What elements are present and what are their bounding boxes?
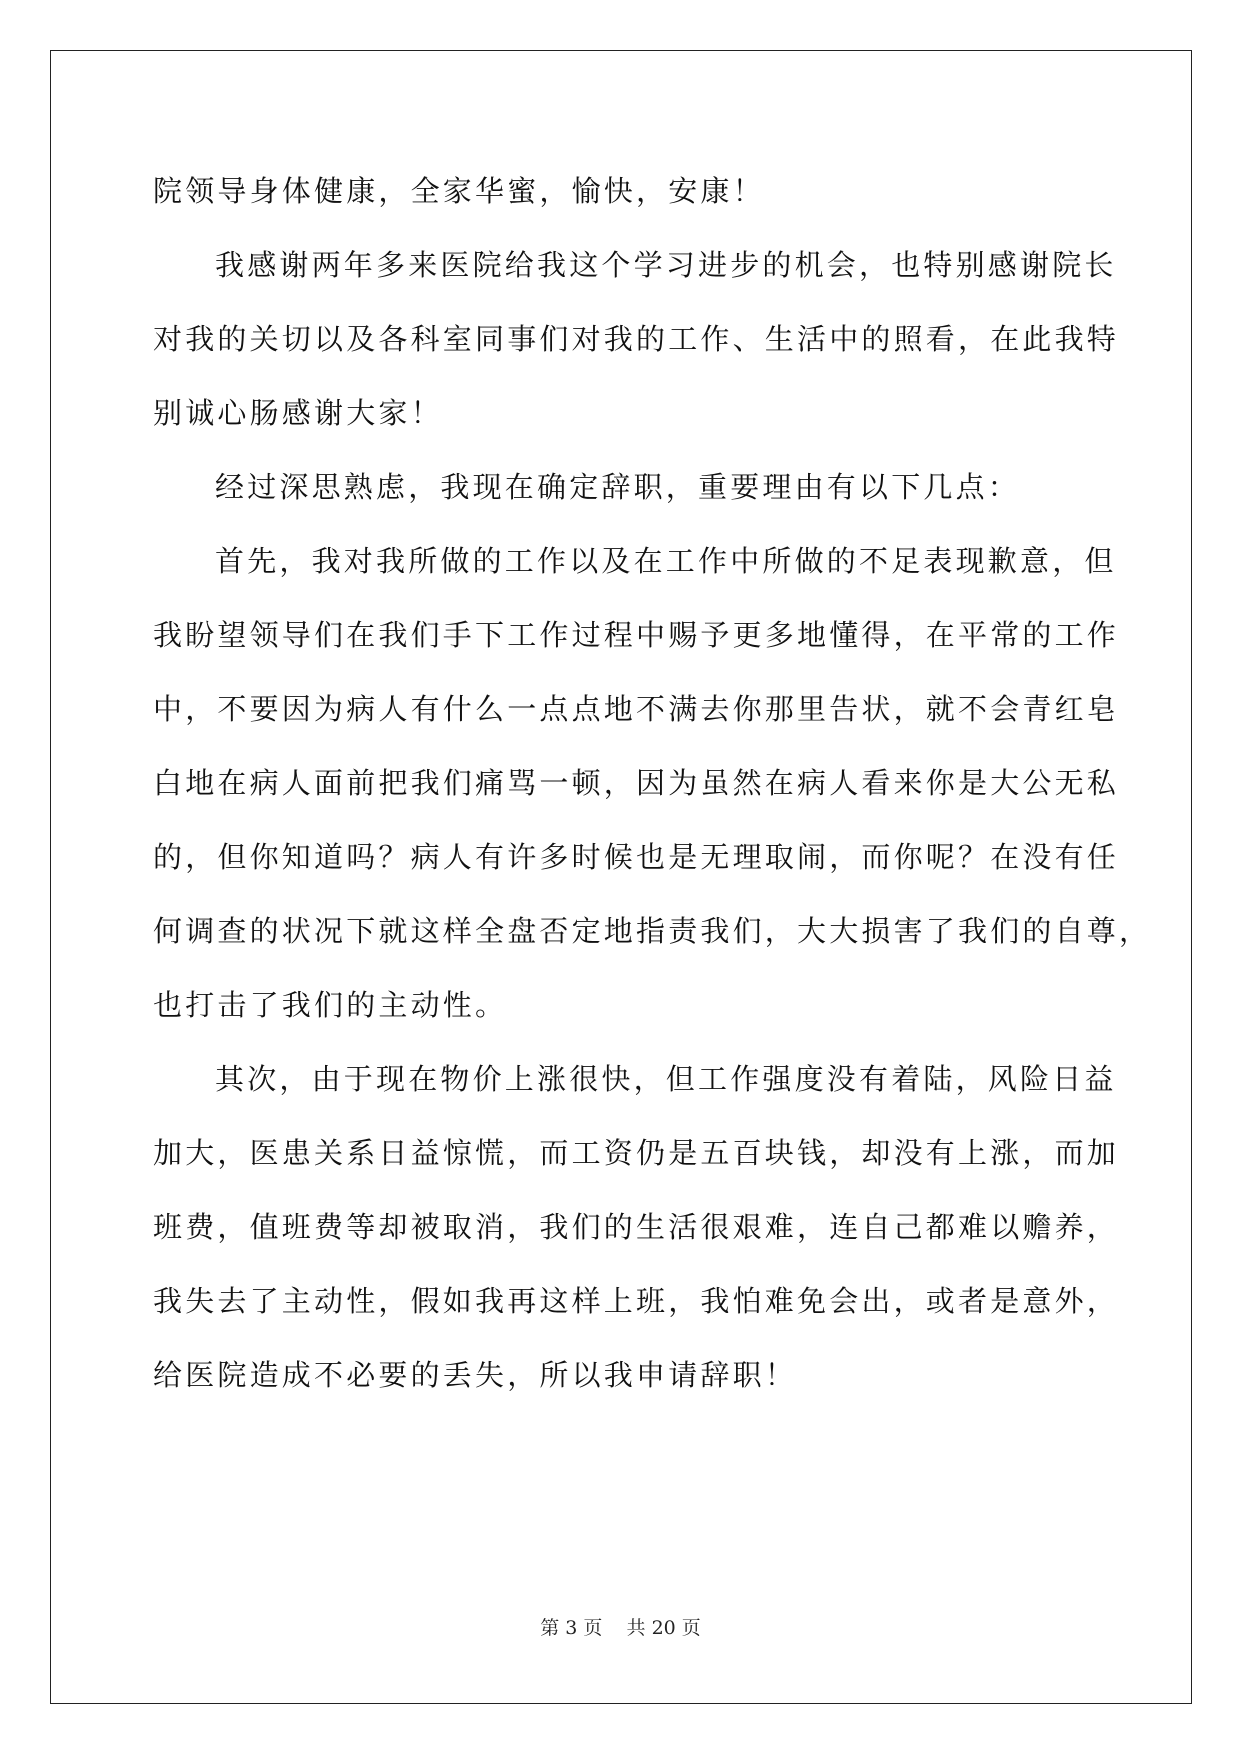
page-footer: 第 3 页 共 20 页 (540, 1617, 701, 1639)
text-line: 中，不要因为病人有什么一点点地不满去你那里告状，就不会青红皂 (153, 692, 1120, 726)
text-line: 经过深思熟虑，我现在确定辞职，重要理由有以下几点： (215, 470, 1021, 504)
text-line: 我失去了主动性，假如我再这样上班，我怕难免会出，或者是意外， (153, 1284, 1120, 1318)
text-line: 我盼望领导们在我们手下工作过程中赐予更多地懂得，在平常的工作 (153, 618, 1120, 652)
text-line: 的，但你知道吗？病人有许多时候也是无理取闹，而你呢？在没有任 (153, 840, 1120, 874)
text-line: 白地在病人面前把我们痛骂一顿，因为虽然在病人看来你是大公无私 (153, 766, 1120, 800)
text-line: 何调查的状况下就这样全盘否定地指责我们，大大损害了我们的自尊， (153, 914, 1152, 948)
text-line: 加大，医患关系日益惊慌，而工资仍是五百块钱，却没有上涨，而加 (153, 1136, 1120, 1170)
text-line: 我感谢两年多来医院给我这个学习进步的机会，也特别感谢院长 (215, 248, 1117, 282)
text-line: 班费，值班费等却被取消，我们的生活很艰难，连自己都难以赡养， (153, 1210, 1120, 1244)
text-line: 也打击了我们的主动性。 (153, 988, 508, 1022)
text-line: 首先，我对我所做的工作以及在工作中所做的不足表现歉意，但 (215, 544, 1117, 578)
text-line: 对我的关切以及各科室同事们对我的工作、生活中的照看，在此我特 (153, 322, 1120, 356)
text-line: 院领导身体健康，全家华蜜，愉快，安康！ (153, 174, 765, 208)
text-line: 其次，由于现在物价上涨很快，但工作强度没有着陆，风险日益 (215, 1062, 1117, 1096)
text-line: 别诚心肠感谢大家！ (153, 396, 443, 430)
text-line: 给医院造成不必要的丢失，所以我申请辞职！ (153, 1358, 798, 1392)
page-border (50, 50, 1192, 1704)
